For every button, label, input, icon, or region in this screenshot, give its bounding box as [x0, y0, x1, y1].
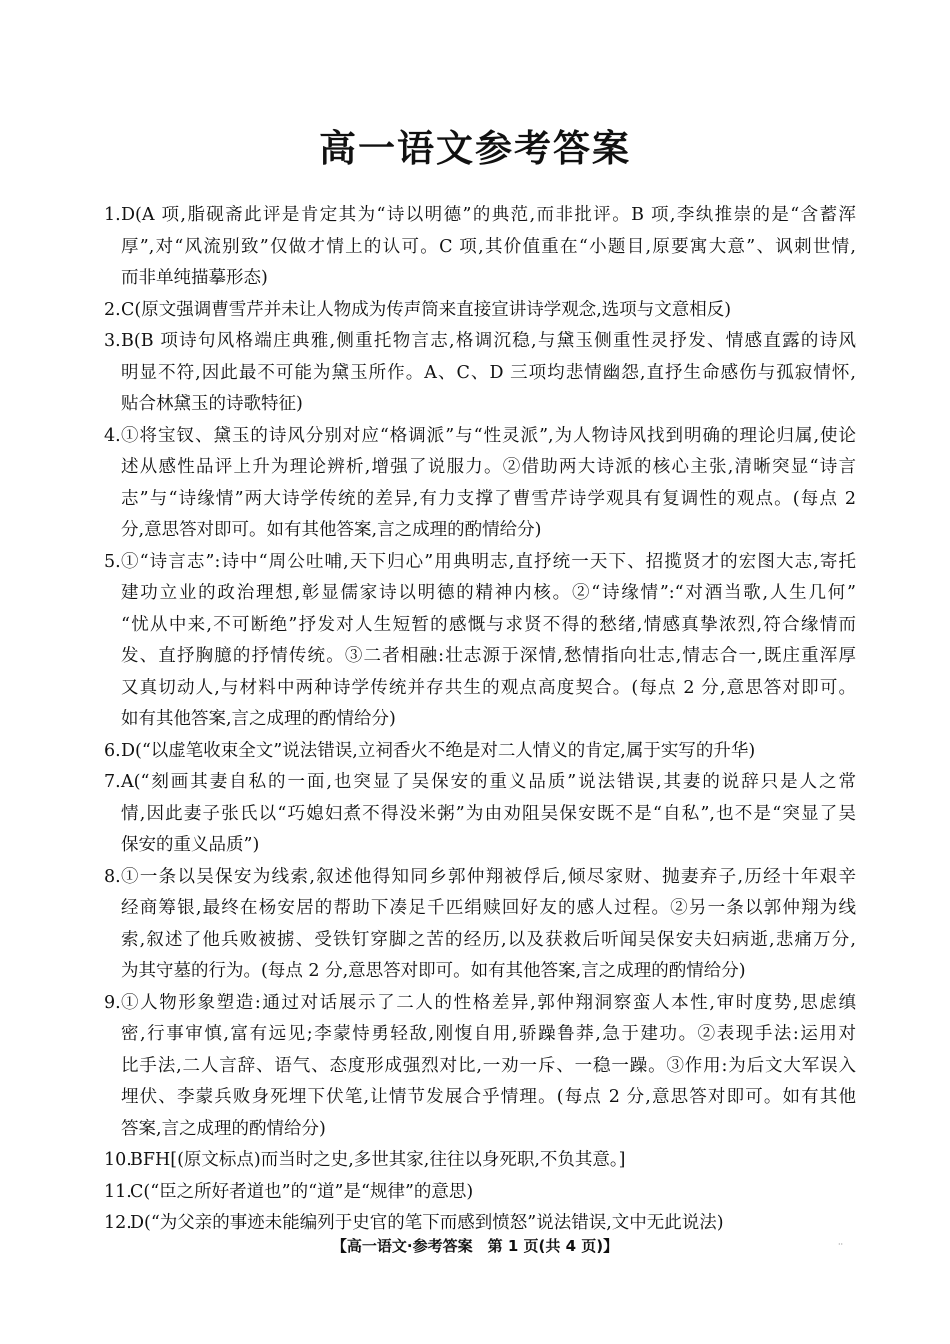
answer-item [104, 547, 856, 736]
answer-text-line: “忧从中来,不可断绝”抒发对人生短暂的感慨与求贤不得的愁绪,情感真挚浓烈,符合缘情而 [121, 614, 856, 635]
answer-text-line: D(A 项,脂砚斋此评是肯定其为“诗以明德”的典范,而非批评。B 项,李纨推崇的是“含蓄浑 [121, 205, 856, 225]
answer-text-line: ①人物形象塑造:通过对话展示了二人的性格差异,郭仲翔洞察蛮人本性,审时度势,思虑缜 [121, 992, 856, 1013]
answer-number: 9. [104, 992, 121, 1013]
answer-text-line: BFH[(原文标点)而当时之史,多世其家,往往以身死职,不负其意。] [130, 1150, 626, 1170]
answer-text-line: 贴合林黛玉的诗歌特征) [121, 394, 303, 414]
answer-item [104, 1145, 856, 1177]
answer-text-line: D(“为父亲的事迹未能编列于史官的笔下而感到愤怒”说法错误,文中无此说法) [130, 1213, 724, 1233]
answer-number: 1. [104, 205, 121, 225]
answer-text-line: 索,叙述了他兵败被掳、受铁钉穿脚之苦的经历,以及获救后听闻吴保安夫妇病逝,悲痛万分, [121, 929, 856, 950]
answer-item [104, 1177, 856, 1209]
answer-text-line: C(原文强调曹雪芹并未让人物成为传声筒来直接宣讲诗学观念,选项与文意相反) [121, 299, 732, 320]
answer-item [104, 862, 856, 988]
answer-list [104, 200, 856, 1240]
answer-number: 11. [104, 1181, 132, 1202]
answer-text-line: 埋伏、李蒙兵败身死埋下伏笔,让情节发展合乎情理。(每点 2 分,意思答对即可。如有其他 [121, 1087, 856, 1107]
answer-item [104, 421, 856, 547]
answer-text-line: 保安的重义品质”) [121, 835, 260, 855]
answer-text-line: ①一条以吴保安为线索,叙述他得知同乡郭仲翔被俘后,倾尽家财、抛妻弃子,历经十年艰辛 [121, 866, 856, 887]
answer-number: 8. [104, 866, 121, 887]
answer-item [104, 326, 856, 421]
answer-item [104, 736, 856, 768]
answer-number: 6. [104, 740, 121, 761]
answer-text-line: D(“以虚笔收束全文”说法错误,立祠香火不绝是对二人情义的肯定,属于实写的升华) [121, 740, 756, 761]
answer-text-line: 而非单纯描摹形态) [121, 268, 268, 288]
answer-number: 10. [104, 1150, 132, 1170]
answer-text-line: 经商筹银,最终在杨安居的帮助下凑足千匹绢赎回好友的感人过程。②另一条以郭仲翔为线 [121, 898, 856, 918]
answer-number: 7. [104, 772, 121, 792]
answer-text-line: 如有其他答案,言之成理的酌情给分) [121, 709, 396, 729]
answer-text-line: 述从感性品评上升为理论辨析,增强了说服力。②借助两大诗派的核心主张,清晰突显“诗言 [121, 457, 856, 477]
answer-item [104, 295, 856, 327]
answer-text-line: A(“刻画其妻自私的一面,也突显了吴保安的重义品质”说法错误,其妻的说辞只是人之常 [121, 772, 856, 792]
answer-text-line: 建功立业的政治理想,彰显儒家诗以明德的精神内核。②“诗缘情”:“对酒当歌,人生几何” [121, 583, 856, 603]
page-footer: 【高一语文·参考答案 第 1 页(共 4 页)】 [331, 1237, 619, 1255]
answer-text-line: C(“臣之所好者道也”的“道”是“规律”的意思) [130, 1181, 474, 1202]
answer-text-line: 比手法,二人言辞、语气、态度形成强烈对比,一劝一斥、一稳一躁。③作用:为后文大军误入 [121, 1055, 856, 1076]
answer-text-line: 密,行事审慎,富有远见;李蒙恃勇轻敌,刚愎自用,骄躁鲁莽,急于建功。②表现手法:运用对 [121, 1024, 856, 1044]
answer-text-line: ①将宝钗、黛玉的诗风分别对应“格调派”与“性灵派”,为人物诗风找到明确的理论归属,使论 [121, 425, 856, 446]
page-title: 高一语文参考答案 [319, 127, 631, 170]
answer-number: 4. [104, 425, 121, 446]
answer-text-line: B(B 项诗句风格端庄典雅,侧重托物言志,格调沉稳,与黛玉侧重性灵抒发、情感直露的诗风 [121, 331, 856, 351]
answer-text-line: 又真切动人,与材料中两种诗学传统并存共生的观点高度契合。(每点 2 分,意思答对即可。 [121, 677, 856, 698]
answer-text-line: 为其守墓的行为。(每点 2 分,意思答对即可。如有其他答案,言之成理的酌情给分) [121, 961, 746, 981]
answer-text-line: 答案,言之成理的酌情给分) [121, 1118, 326, 1139]
answer-number: 5. [104, 551, 121, 572]
answer-text-line: ①“诗言志”:诗中“周公吐哺,天下归心”用典明志,直抒统一天下、招揽贤才的宏图大志,寄托 [121, 551, 856, 572]
answer-text-line: 明显不符,因此最不可能为黛玉所作。A、C、D 三项均悲情幽怨,直抒生命感伤与孤寂情怀, [121, 362, 856, 383]
corner-mark: ·· [838, 1240, 844, 1249]
answer-text-line: 发、直抒胸臆的抒情传统。③二者相融:壮志源于深情,愁情指向壮志,情志合一,既庄重浑厚 [121, 646, 856, 666]
answer-text-line: 志”与“诗缘情”两大诗学传统的差异,有力支撑了曹雪芹诗学观具有复调性的观点。(每点 2 [121, 488, 856, 509]
answer-text-line: 厚”,对“风流别致”仅做才情上的认可。C 项,其价值重在“小题目,原要寓大意”、讽刺世情, [121, 236, 856, 257]
answer-number: 12. [104, 1213, 132, 1233]
answer-item [104, 988, 856, 1146]
answer-item [104, 200, 856, 295]
answer-item [104, 767, 856, 862]
answer-number: 2. [104, 299, 121, 320]
answer-number: 3. [104, 331, 121, 351]
answer-text-line: 分,意思答对即可。如有其他答案,言之成理的酌情给分) [121, 520, 542, 540]
answer-text-line: 情,因此妻子张氏以“巧媳妇煮不得没米粥”为由劝阻吴保安既不是“自私”,也不是“突显了吴 [121, 803, 856, 824]
